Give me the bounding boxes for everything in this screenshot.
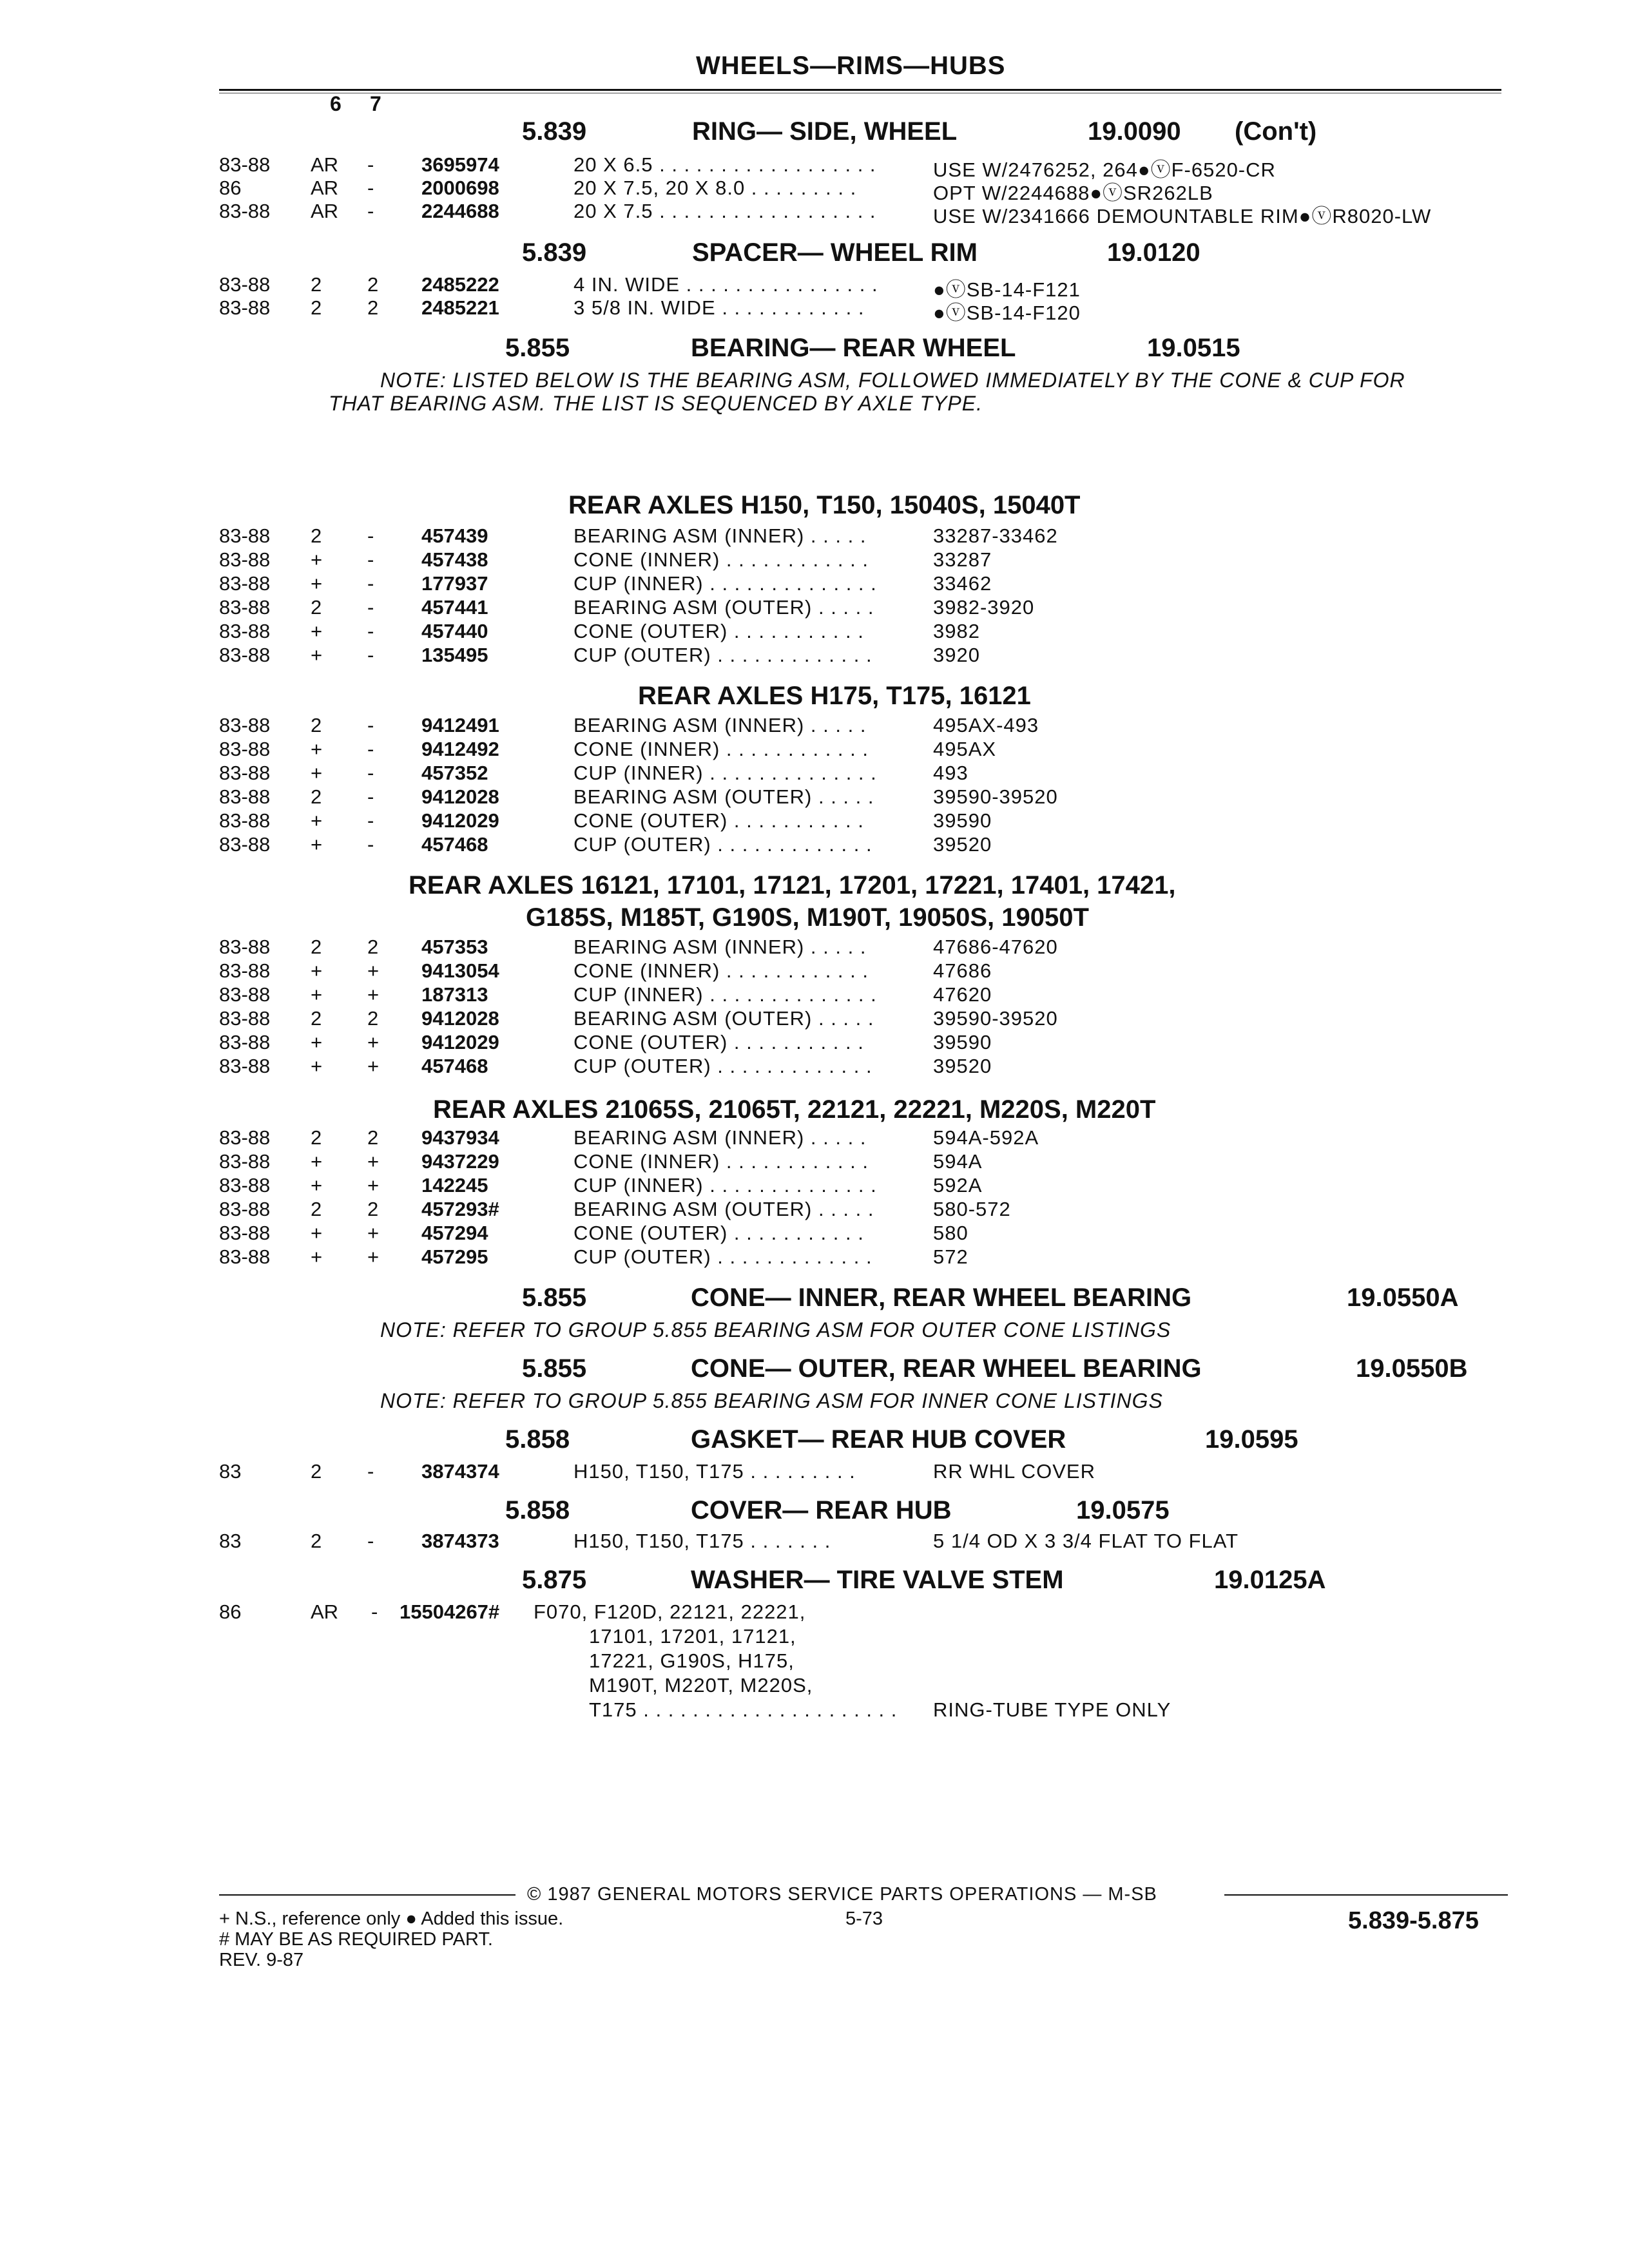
part-number: 9437934 (421, 1126, 499, 1149)
qty-6: + (311, 959, 323, 982)
copyright: © 1987 GENERAL MOTORS SERVICE PARTS OPERATIONS — M-SB (527, 1884, 1157, 1905)
qty-6: 2 (311, 1126, 322, 1149)
description: CONE (OUTER) . . . . . . . . . . . (574, 620, 864, 642)
qty-7: + (367, 1245, 380, 1268)
qty-6: + (311, 738, 323, 760)
description: 20 X 6.5 . . . . . . . . . . . . . . . . . . (574, 153, 876, 176)
year: 83-88 (219, 738, 271, 760)
qty-7: + (367, 983, 380, 1006)
table-row (0, 1245, 1629, 1270)
description: 20 X 7.5 . . . . . . . . . . . . . . . . . . (574, 200, 876, 222)
qty-7: - (367, 785, 374, 808)
description: F070, F120D, 22121, 22221, (534, 1600, 806, 1623)
table-row (0, 548, 1629, 573)
qty-6: + (311, 1222, 323, 1244)
qty-7: 2 (367, 936, 379, 958)
section-title: GASKET— REAR HUB COVER (691, 1425, 1066, 1454)
description: CUP (OUTER) . . . . . . . . . . . . . (574, 1055, 872, 1077)
table-row (0, 296, 1629, 324)
table-row (0, 524, 1629, 549)
axle-heading: G185S, M185T, G190S, M190T, 19050S, 19050T (526, 903, 1089, 932)
comment: ●ⓥSB-14-F120 (933, 302, 1081, 324)
comment: 39590 (933, 1031, 992, 1053)
qty-6: AR (311, 177, 339, 199)
description: H150, T150, T175 . . . . . . . (574, 1530, 831, 1552)
description-continued: T175 . . . . . . . . . . . . . . . . . . . . . (589, 1698, 898, 1721)
part-number: 457439 (421, 524, 488, 547)
description: CUP (INNER) . . . . . . . . . . . . . . (574, 762, 877, 784)
table-row (0, 809, 1629, 834)
qty-7: - (367, 620, 374, 642)
table-row (0, 273, 1629, 301)
comment: 47620 (933, 983, 992, 1006)
table-row (0, 1007, 1629, 1032)
part-number: 9437229 (421, 1150, 499, 1173)
qty-6: + (311, 1150, 323, 1173)
qty-7: 2 (367, 296, 379, 319)
year: 83-88 (219, 296, 271, 319)
table-row (0, 959, 1629, 984)
comment: 39590-39520 (933, 1007, 1058, 1030)
qty-7: - (367, 177, 374, 199)
table-row (0, 200, 1629, 227)
part-number: 2244688 (421, 200, 499, 222)
comment: RR WHL COVER (933, 1460, 1095, 1483)
comment: OPT W/2244688●ⓥSR262LB (933, 182, 1213, 204)
table-row (0, 1460, 1629, 1485)
part-number: 187313 (421, 983, 488, 1006)
year: 83-88 (219, 200, 271, 222)
section-group: 5.855 (522, 1283, 587, 1312)
table-row (0, 644, 1629, 668)
qty-7: - (367, 762, 374, 784)
section-title: BEARING— REAR WHEEL (691, 334, 1016, 362)
year: 83-88 (219, 548, 271, 571)
section-group: 5.875 (522, 1566, 587, 1594)
part-number: 135495 (421, 644, 488, 666)
table-row (0, 1055, 1629, 1079)
part-number: 457468 (421, 1055, 488, 1077)
year: 86 (219, 1600, 242, 1623)
section-group: 5.855 (505, 334, 570, 362)
description: CUP (INNER) . . . . . . . . . . . . . . (574, 983, 877, 1006)
description: BEARING ASM (OUTER) . . . . . (574, 596, 874, 619)
qty-6: 2 (311, 273, 322, 296)
page-title: WHEELS—RIMS—HUBS (696, 52, 1006, 80)
description: CUP (OUTER) . . . . . . . . . . . . . (574, 833, 872, 856)
qty-7: + (367, 959, 380, 982)
table-row (0, 177, 1629, 204)
qty-6: AR (311, 200, 339, 222)
table-row (0, 738, 1629, 762)
comment: 594A (933, 1150, 983, 1173)
table-row (0, 1126, 1629, 1151)
comment: 39520 (933, 833, 992, 856)
part-number: 2485222 (421, 273, 499, 296)
comment: 5 1/4 OD X 3 3/4 FLAT TO FLAT (933, 1530, 1239, 1552)
description: CONE (OUTER) . . . . . . . . . . . (574, 1222, 864, 1244)
qty-6: 2 (311, 1530, 322, 1552)
comment: ●ⓥSB-14-F121 (933, 278, 1081, 301)
section-code: 19.0125A (1214, 1566, 1326, 1594)
year: 83-88 (219, 572, 271, 595)
description: CONE (OUTER) . . . . . . . . . . . (574, 809, 864, 832)
year: 83-88 (219, 1055, 271, 1077)
qty-6: 2 (311, 1460, 322, 1483)
part-number: 15504267# (400, 1600, 500, 1623)
description: BEARING ASM (INNER) . . . . . (574, 524, 867, 547)
qty-7: - (367, 809, 374, 832)
description: CONE (OUTER) . . . . . . . . . . . (574, 1031, 864, 1053)
part-number: 457440 (421, 620, 488, 642)
comment: 39590-39520 (933, 785, 1058, 808)
qty-7: + (367, 1150, 380, 1173)
qty-7: + (367, 1174, 380, 1196)
description: 20 X 7.5, 20 X 8.0 . . . . . . . . . (574, 177, 857, 199)
part-number: 457353 (421, 936, 488, 958)
year: 83 (219, 1460, 242, 1483)
description-continued: M190T, M220T, M220S, (589, 1674, 813, 1696)
part-number: 9413054 (421, 959, 499, 982)
comment: 493 (933, 762, 969, 784)
table-row (0, 620, 1629, 644)
comment: 39520 (933, 1055, 992, 1077)
section-note: NOTE: LISTED BELOW IS THE BEARING ASM, FOLLOWED IMMEDIATELY BY THE CONE & CUP FOR (380, 369, 1405, 392)
year: 83-88 (219, 1150, 271, 1173)
part-number: 457468 (421, 833, 488, 856)
description: 3 5/8 IN. WIDE . . . . . . . . . . . . (574, 296, 865, 319)
section-note: NOTE: REFER TO GROUP 5.855 BEARING ASM FOR OUTER CONE LISTINGS (380, 1318, 1171, 1341)
section-code: 19.0575 (1076, 1496, 1170, 1524)
part-number: 3874374 (421, 1460, 499, 1483)
table-row (0, 936, 1629, 960)
part-number: 457293# (421, 1198, 499, 1220)
comment: 47686 (933, 959, 992, 982)
table-row (0, 1198, 1629, 1222)
qty-7: 2 (367, 1198, 379, 1220)
section-title: CONE— OUTER, REAR WHEEL BEARING (691, 1354, 1202, 1383)
year: 83-88 (219, 1222, 271, 1244)
footer-rule-right (1224, 1894, 1508, 1896)
year: 83-88 (219, 959, 271, 982)
description: 4 IN. WIDE . . . . . . . . . . . . . . . . (574, 273, 878, 296)
section-note: NOTE: REFER TO GROUP 5.855 BEARING ASM FOR INNER CONE LISTINGS (380, 1389, 1163, 1412)
description: BEARING ASM (OUTER) . . . . . (574, 1198, 874, 1220)
description: CONE (INNER) . . . . . . . . . . . . (574, 738, 869, 760)
table-row (0, 785, 1629, 810)
revision: REV. 9-87 (219, 1950, 304, 1970)
section-code: 19.0120 (1107, 238, 1200, 267)
comment: RING-TUBE TYPE ONLY (933, 1698, 1171, 1721)
year: 86 (219, 177, 242, 199)
table-row (0, 1031, 1629, 1055)
description-continued: 17221, G190S, H175, (589, 1649, 795, 1672)
description: CUP (INNER) . . . . . . . . . . . . . . (574, 1174, 877, 1196)
description: CUP (OUTER) . . . . . . . . . . . . . (574, 1245, 872, 1268)
comment: 3982-3920 (933, 596, 1035, 619)
year: 83-88 (219, 1126, 271, 1149)
qty-7: 2 (367, 1007, 379, 1030)
section-code: 19.0595 (1205, 1425, 1298, 1454)
year: 83-88 (219, 785, 271, 808)
qty-7: 2 (367, 273, 379, 296)
table-row (0, 1530, 1629, 1554)
year: 83-88 (219, 1198, 271, 1220)
qty-6: 2 (311, 785, 322, 808)
section-code: 19.0550B (1356, 1354, 1468, 1383)
year: 83-88 (219, 809, 271, 832)
section-group: 5.858 (505, 1425, 570, 1454)
section-group: 5.839 (522, 238, 587, 267)
comment: 33287-33462 (933, 524, 1058, 547)
section-code: 19.0550A (1347, 1283, 1459, 1312)
description: BEARING ASM (OUTER) . . . . . (574, 785, 874, 808)
part-number: 2485221 (421, 296, 499, 319)
qty-6: + (311, 1055, 323, 1077)
qty-7: - (367, 1460, 374, 1483)
qty-6: 2 (311, 1007, 322, 1030)
part-number: 9412029 (421, 1031, 499, 1053)
table-row (0, 1150, 1629, 1175)
comment: 592A (933, 1174, 983, 1196)
section-code: 19.0090 (1088, 117, 1181, 146)
comment: USE W/2341666 DEMOUNTABLE RIM●ⓥR8020-LW (933, 205, 1432, 227)
comment: USE W/2476252, 264●ⓥF-6520-CR (933, 159, 1276, 181)
table-row (0, 1174, 1629, 1198)
year: 83-88 (219, 1031, 271, 1053)
qty-6: AR (311, 153, 339, 176)
qty-6: AR (311, 1600, 339, 1623)
qty-6: + (311, 1245, 323, 1268)
qty-7: - (367, 714, 374, 736)
qty-7: 2 (367, 1126, 379, 1149)
part-number: 457352 (421, 762, 488, 784)
washer-row (0, 1600, 1629, 1626)
footnote-legend: # MAY BE AS REQUIRED PART. (219, 1929, 493, 1950)
year: 83-88 (219, 596, 271, 619)
qty-7: - (367, 738, 374, 760)
qty-6: + (311, 762, 323, 784)
year: 83-88 (219, 1174, 271, 1196)
part-number: 9412492 (421, 738, 499, 760)
part-number: 457438 (421, 548, 488, 571)
section-title: WASHER— TIRE VALVE STEM (691, 1566, 1064, 1594)
table-row (0, 153, 1629, 181)
year: 83-88 (219, 153, 271, 176)
year: 83 (219, 1530, 242, 1552)
qty-7: + (367, 1222, 380, 1244)
qty-7: - (367, 833, 374, 856)
description: H150, T150, T175 . . . . . . . . . (574, 1460, 856, 1483)
page-range: 5.839-5.875 (1348, 1907, 1479, 1934)
comment: 580-572 (933, 1198, 1011, 1220)
description: BEARING ASM (INNER) . . . . . (574, 1126, 867, 1149)
comment: 39590 (933, 809, 992, 832)
section-note: THAT BEARING ASM. THE LIST IS SEQUENCED BY AXLE TYPE. (329, 392, 983, 415)
part-number: 3874373 (421, 1530, 499, 1552)
qty-7: - (367, 524, 374, 547)
year: 83-88 (219, 620, 271, 642)
footer-rule-left (219, 1894, 516, 1896)
qty-6: + (311, 572, 323, 595)
year: 83-88 (219, 1007, 271, 1030)
year: 83-88 (219, 524, 271, 547)
qty-6: 2 (311, 596, 322, 619)
year: 83-88 (219, 714, 271, 736)
qty-7: - (367, 153, 374, 176)
table-row (0, 983, 1629, 1008)
qty-6: 2 (311, 936, 322, 958)
axle-heading: REAR AXLES H175, T175, 16121 (638, 682, 1031, 710)
comment: 33287 (933, 548, 992, 571)
comment: 594A-592A (933, 1126, 1039, 1149)
part-number: 3695974 (421, 153, 499, 176)
qty-6: + (311, 644, 323, 666)
description: CONE (INNER) . . . . . . . . . . . . (574, 548, 869, 571)
part-number: 142245 (421, 1174, 488, 1196)
year: 83-88 (219, 936, 271, 958)
description: CUP (INNER) . . . . . . . . . . . . . . (574, 572, 877, 595)
description: CONE (INNER) . . . . . . . . . . . . (574, 959, 869, 982)
axle-heading: REAR AXLES 21065S, 21065T, 22121, 22221, M220S, M220T (433, 1095, 1156, 1124)
description: CONE (INNER) . . . . . . . . . . . . (574, 1150, 869, 1173)
table-row (0, 596, 1629, 620)
qty-7: - (367, 572, 374, 595)
section-code: 19.0515 (1147, 334, 1240, 362)
comment: 3920 (933, 644, 980, 666)
comment: 47686-47620 (933, 936, 1058, 958)
comment: 495AX-493 (933, 714, 1039, 736)
table-row (0, 1222, 1629, 1246)
part-number: 9412028 (421, 785, 499, 808)
year: 83-88 (219, 273, 271, 296)
header-rule (219, 89, 1501, 91)
section-title: RING— SIDE, WHEEL (692, 117, 958, 146)
qty-6: 2 (311, 296, 322, 319)
section-title: CONE— INNER, REAR WHEEL BEARING (691, 1283, 1192, 1312)
footnote-legend: + N.S., reference only ● Added this issue. (219, 1908, 564, 1929)
qty-7: - (367, 644, 374, 666)
qty-7: - (367, 548, 374, 571)
qty-6: + (311, 1031, 323, 1053)
part-number: 9412491 (421, 714, 499, 736)
part-number: 9412029 (421, 809, 499, 832)
section-group: 5.855 (522, 1354, 587, 1383)
column-7-label: 7 (370, 92, 381, 115)
qty-7: + (367, 1031, 380, 1053)
comment: 33462 (933, 572, 992, 595)
section-title: SPACER— WHEEL RIM (692, 238, 978, 267)
section-group: 5.858 (505, 1496, 570, 1524)
year: 83-88 (219, 833, 271, 856)
part-number: 2000698 (421, 177, 499, 199)
year: 83-88 (219, 1245, 271, 1268)
qty-6: + (311, 809, 323, 832)
part-number: 457295 (421, 1245, 488, 1268)
page-number: 5-73 (845, 1908, 883, 1929)
section-title: COVER— REAR HUB (691, 1496, 952, 1524)
qty-6: + (311, 548, 323, 571)
description-continued: 17101, 17201, 17121, (589, 1625, 796, 1648)
comment: 495AX (933, 738, 997, 760)
qty-7: + (367, 1055, 380, 1077)
axle-heading: REAR AXLES H150, T150, 15040S, 15040T (568, 491, 1081, 519)
qty-7: - (367, 200, 374, 222)
qty-6: 2 (311, 524, 322, 547)
description: BEARING ASM (OUTER) . . . . . (574, 1007, 874, 1030)
part-number: 457294 (421, 1222, 488, 1244)
year: 83-88 (219, 983, 271, 1006)
column-6-label: 6 (330, 92, 342, 115)
part-number: 9412028 (421, 1007, 499, 1030)
comment: 3982 (933, 620, 980, 642)
qty-6: + (311, 833, 323, 856)
qty-6: + (311, 1174, 323, 1196)
qty-7: - (371, 1600, 378, 1623)
comment: 580 (933, 1222, 969, 1244)
axle-heading: REAR AXLES 16121, 17101, 17121, 17201, 17221, 17401, 17421, (409, 871, 1176, 899)
description: CUP (OUTER) . . . . . . . . . . . . . (574, 644, 872, 666)
qty-7: - (367, 1530, 374, 1552)
table-row (0, 572, 1629, 597)
qty-6: + (311, 983, 323, 1006)
table-row (0, 714, 1629, 738)
qty-6: + (311, 620, 323, 642)
part-number: 177937 (421, 572, 488, 595)
section-continued: (Con't) (1235, 117, 1317, 146)
section-group: 5.839 (522, 117, 587, 146)
qty-7: - (367, 596, 374, 619)
qty-6: 2 (311, 714, 322, 736)
part-number: 457441 (421, 596, 488, 619)
year: 83-88 (219, 644, 271, 666)
description: BEARING ASM (INNER) . . . . . (574, 714, 867, 736)
comment: 572 (933, 1245, 969, 1268)
year: 83-88 (219, 762, 271, 784)
description: BEARING ASM (INNER) . . . . . (574, 936, 867, 958)
table-row (0, 762, 1629, 786)
table-row (0, 833, 1629, 858)
qty-6: 2 (311, 1198, 322, 1220)
